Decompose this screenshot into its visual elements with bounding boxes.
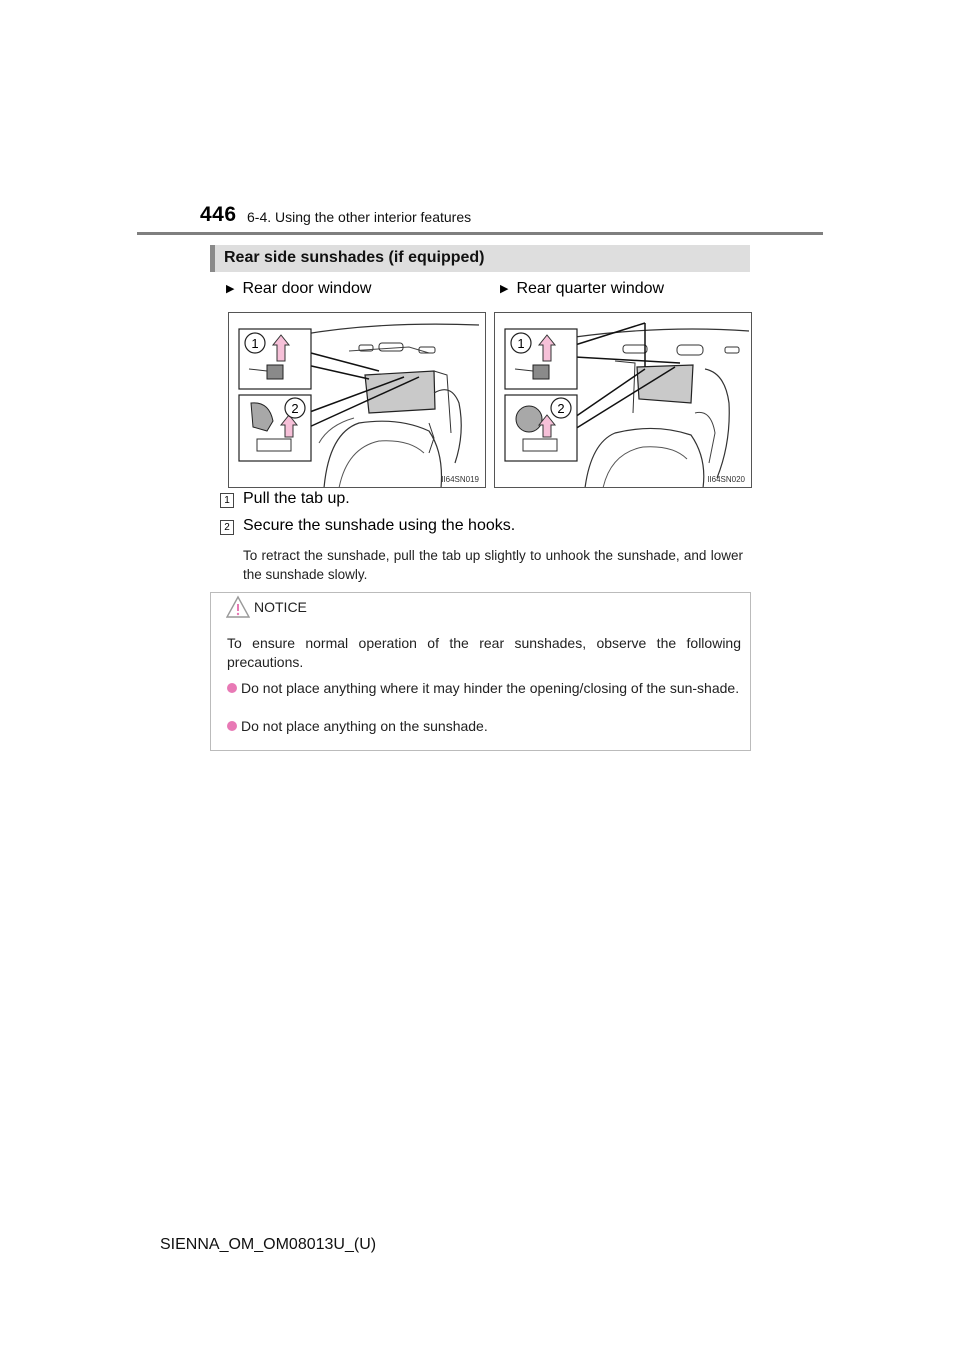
figure-label-rear-quarter <box>500 280 664 298</box>
notice-item <box>227 717 743 736</box>
notice-box <box>210 592 751 751</box>
rear-quarter-illustration <box>495 313 751 487</box>
figure-label-text: Rear door window <box>242 280 372 297</box>
rear-door-illustration <box>229 313 485 487</box>
callout-2: 2 <box>557 401 565 416</box>
figure-label-text: Rear quarter window <box>516 280 665 297</box>
figure-code: II64SN020 <box>707 475 745 484</box>
triangle-right-icon: ▶ <box>226 283 235 295</box>
footer-doc-id: SIENNA_OM_OM08013U_(U) <box>160 1236 377 1253</box>
notice-item <box>227 679 743 698</box>
step-number: 1 <box>220 493 234 508</box>
step-text: Secure the sunshade using the hooks. <box>243 517 516 534</box>
bullet-icon <box>227 683 237 693</box>
warning-triangle-icon <box>226 595 250 619</box>
bullet-icon <box>227 721 237 731</box>
callout-1: 1 <box>517 336 525 351</box>
callout-1: 1 <box>251 336 259 351</box>
figure-label-rear-door <box>226 280 371 298</box>
notice-item-text: Do not place anything where it may hinder the opening/closing of the sun-shade. <box>241 680 740 696</box>
notice-intro: To ensure normal operation of the rear sunshades, observe the following precautions. <box>227 635 741 670</box>
retract-note: To retract the sunshade, pull the tab up slightly to unhook the sunshade, and lower the sunshade slowly. <box>243 548 743 582</box>
notice-title: NOTICE <box>254 599 307 615</box>
section-accent <box>210 245 215 272</box>
section-title: Rear side sunshades (if equipped) <box>224 249 485 266</box>
step-number: 2 <box>220 520 234 535</box>
figure-rear-quarter-window <box>494 312 752 488</box>
page-number: 446 <box>200 203 237 226</box>
chapter-title: 6-4. Using the other interior features <box>247 209 472 225</box>
step-text: Pull the tab up. <box>243 490 350 507</box>
notice-item-text: Do not place anything on the sunshade. <box>241 718 488 734</box>
callout-2: 2 <box>291 401 299 416</box>
figure-rear-door-window <box>228 312 486 488</box>
section-heading-bar <box>210 245 750 272</box>
header-rule <box>137 232 823 235</box>
figure-code: II64SN019 <box>441 475 479 484</box>
triangle-right-icon: ▶ <box>500 283 509 295</box>
